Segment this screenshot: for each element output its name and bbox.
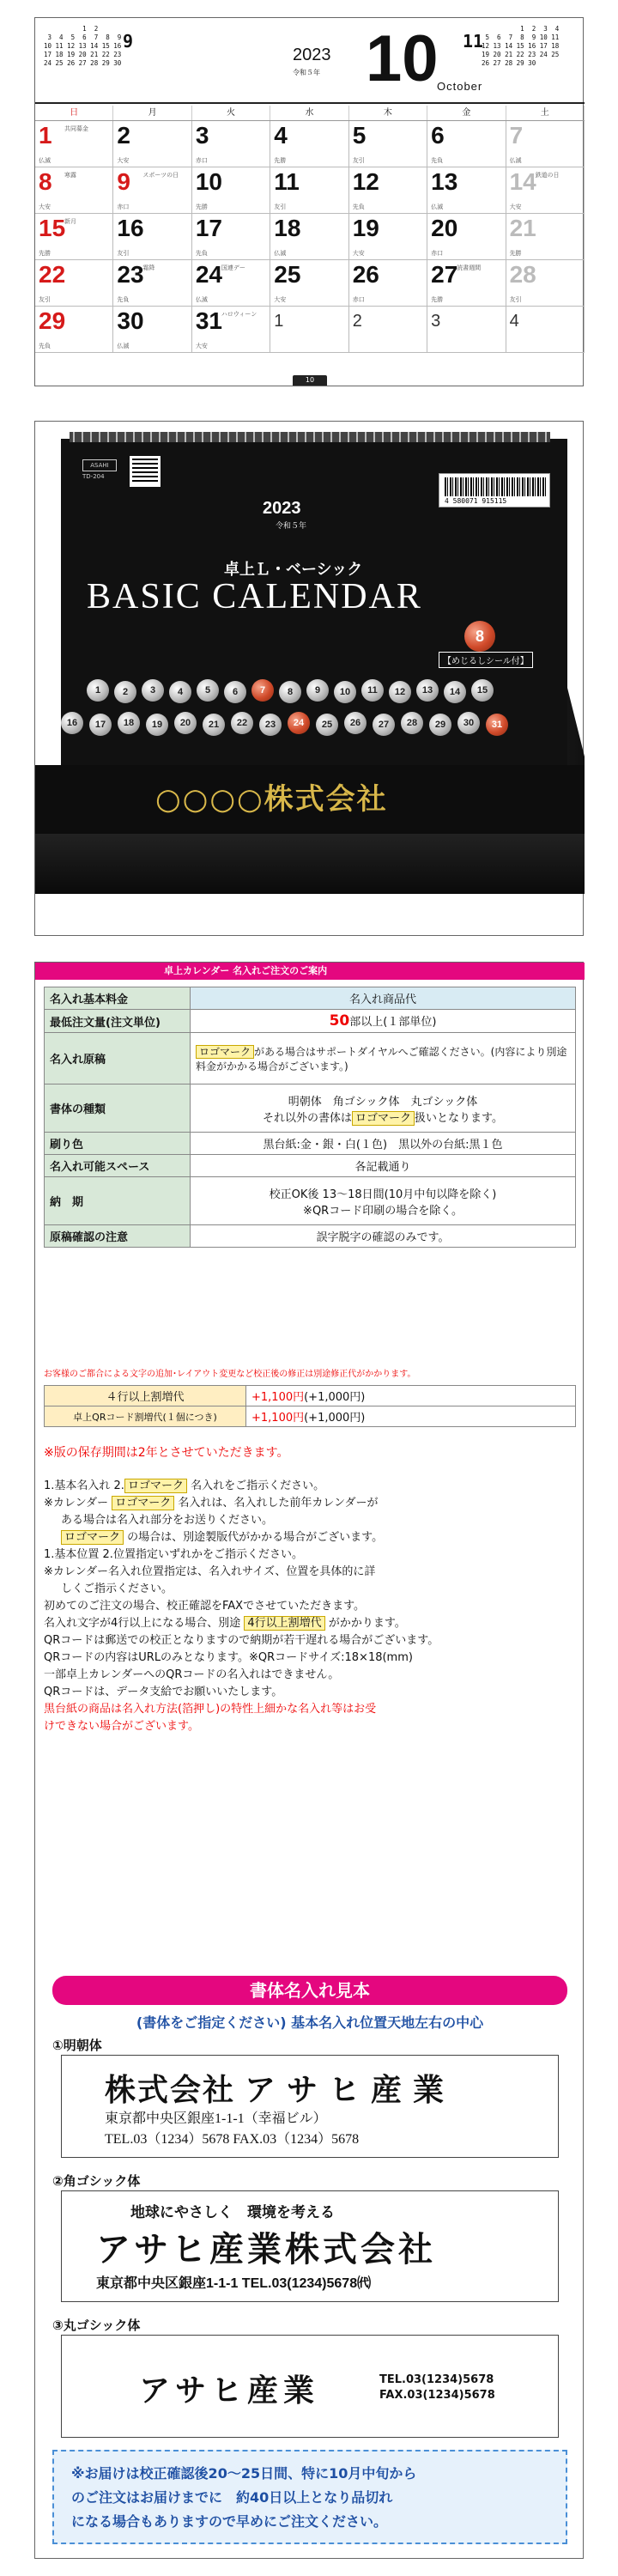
maru-sample — [61, 2335, 559, 2438]
maru-company: アサヒ産業 — [139, 2373, 320, 2409]
weekday-label: 月 — [113, 106, 191, 120]
spec-row — [45, 1133, 576, 1155]
mini-cal-row: 17 18 19 20 21 22 23 — [44, 51, 122, 58]
day-number: 23 — [117, 261, 144, 288]
mini-cal-row: 5 6 7 8 9 10 11 — [482, 33, 560, 41]
day-cell — [506, 260, 585, 307]
mini-cal-row: 3 4 5 6 7 8 9 — [44, 33, 122, 41]
note-line — [44, 1546, 576, 1564]
min-qty: 50 — [329, 1012, 350, 1030]
day-cell — [35, 121, 113, 167]
next-month-rows — [482, 25, 572, 68]
note-text-2: がかかります。 — [324, 1617, 406, 1630]
date-ball: 20 — [174, 712, 197, 734]
date-ball: 23 — [259, 714, 282, 736]
note-line — [44, 1598, 576, 1615]
date-ball: 3 — [142, 679, 164, 702]
calendar-era: 令和５年 — [293, 69, 320, 76]
barcode-icon — [445, 477, 546, 496]
day-number: 2 — [117, 122, 130, 149]
day-number: 18 — [274, 215, 301, 241]
date-ball: 9 — [306, 679, 329, 702]
date-ball: 28 — [401, 712, 423, 734]
kaku-tagline: 地球にやさしく 環境を考える — [130, 2204, 335, 2221]
spec-value: 名入れ商品代 — [191, 987, 576, 1010]
rokuyo-label: 大安 — [117, 157, 130, 164]
spec-row — [45, 1177, 576, 1225]
day-cell — [349, 121, 427, 167]
product-photo — [34, 421, 584, 936]
rokuyo-label: 友引 — [509, 296, 522, 303]
calendar-base — [35, 834, 585, 894]
fee-table — [44, 1385, 576, 1427]
note-line — [44, 1478, 576, 1495]
next-month-num: 11 — [463, 31, 484, 52]
mini-cal-row: 26 27 28 29 30 — [482, 59, 536, 67]
day-note: 霜降 — [142, 264, 155, 271]
day-cell — [35, 307, 113, 353]
logo-mark-tag: ロゴマーク — [352, 1111, 415, 1126]
weekday-label: 水 — [270, 106, 348, 120]
delivery-line: のご注文はお届けまでに 約40日以上となり品切れ — [71, 2489, 393, 2506]
day-cell — [192, 121, 270, 167]
rokuyo-label: 仏滅 — [117, 343, 130, 349]
maker-logo: ASAHI — [82, 459, 117, 471]
rokuyo-label: 仏滅 — [274, 250, 287, 257]
rokuyo-label: 先負 — [431, 157, 444, 164]
spec-label: 名入れ基本料金 — [45, 987, 191, 1010]
fee-row — [45, 1406, 576, 1427]
spec-value — [191, 1084, 576, 1133]
spec-label: 納 期 — [45, 1177, 191, 1225]
fee-value — [246, 1406, 576, 1427]
weekday-label: 木 — [349, 106, 427, 120]
spec-text-2 — [196, 1109, 570, 1125]
rokuyo-label: 仏滅 — [195, 296, 208, 303]
spec-label: 書体の種類 — [45, 1084, 191, 1133]
day-cell — [427, 260, 506, 307]
rokuyo-label: 仏滅 — [39, 157, 51, 164]
delivery-line: になる場合もありますので早めにご注文ください。 — [71, 2513, 388, 2530]
note-highlight: ロゴマーク — [124, 1479, 187, 1493]
spec-row — [45, 1155, 576, 1177]
day-number: 4 — [509, 312, 519, 331]
note-highlight: ロゴマーク — [112, 1496, 174, 1510]
note-highlight: ロゴマーク — [61, 1530, 124, 1545]
day-number: 10 — [195, 168, 222, 195]
note-highlight: 4行以上割増代 — [244, 1616, 324, 1631]
day-cell — [113, 260, 191, 307]
day-note: 鉄道の日 — [535, 172, 560, 179]
mincho-company: 株式会社 ア サ ヒ 産 業 — [105, 2073, 446, 2107]
rokuyo-label: 大安 — [39, 204, 51, 210]
fee-label: 卓上QRコード割増代(１個につき) — [45, 1406, 246, 1427]
date-ball: 15 — [471, 679, 494, 702]
fee-tax: (+1,000円) — [304, 1412, 366, 1425]
day-number: 15 — [39, 215, 66, 241]
weekday-label: 土 — [506, 106, 585, 120]
day-number: 3 — [195, 122, 209, 149]
day-number: 9 — [117, 168, 130, 195]
note-line — [44, 1581, 576, 1598]
rokuyo-label: 大安 — [352, 250, 365, 257]
spec-row — [45, 1033, 576, 1084]
rokuyo-label: 友引 — [352, 157, 365, 164]
spec-row — [45, 1010, 576, 1033]
calendar-page — [34, 17, 584, 386]
spec-label: 最低注文量(注文単位) — [45, 1010, 191, 1033]
day-number: 1 — [39, 122, 52, 149]
fee-row — [45, 1386, 576, 1406]
order-info-sheet — [34, 962, 584, 2559]
date-ball: 18 — [118, 712, 140, 734]
note-text: ある場合は名入れ部分をお送りください。 — [61, 1514, 274, 1527]
product-code: TD-204 — [82, 473, 105, 480]
weekday-header — [35, 106, 585, 121]
rokuyo-label: 赤口 — [117, 204, 130, 210]
day-cell — [427, 167, 506, 214]
prev-month-rows — [44, 25, 134, 68]
day-number: 2 — [352, 312, 362, 331]
day-number: 19 — [352, 215, 379, 241]
spec-value — [191, 1177, 576, 1225]
date-ball: 12 — [389, 681, 411, 703]
revision-note: お客様のご都合による文字の追加･レイアウト変更など校正後の修正は別途修正代がかかります。 — [44, 1370, 416, 1379]
rokuyo-label: 先負 — [352, 204, 365, 210]
date-ball: 10 — [334, 681, 356, 703]
note-text: けできない場合がございます。 — [44, 1720, 199, 1733]
day-number: 22 — [39, 261, 66, 288]
note-text: ※カレンダー名入れ位置指定は、名入れサイズ、位置を具体的に詳 — [44, 1565, 376, 1578]
rokuyo-label: 仏滅 — [509, 157, 522, 164]
delivery-line: ※お届けは校正確認後20～25日間、特に10月中旬から — [71, 2465, 417, 2482]
weekday-label: 火 — [192, 106, 270, 120]
date-ball: 19 — [146, 714, 168, 736]
day-note: ハロウィーン — [221, 311, 258, 318]
kaku-address: 東京都中央区銀座1-1-1 TEL.03(1234)5678㈹ — [96, 2276, 372, 2291]
date-ball: 2 — [114, 681, 136, 703]
note-line — [44, 1512, 576, 1529]
spec-text: 明朝体 角ゴシック体 丸ゴシック体 — [288, 1095, 478, 1109]
note-line — [44, 1495, 576, 1512]
mini-cal-row: 1 2 3 4 — [482, 25, 560, 33]
fee-tax: (+1,000円) — [304, 1391, 366, 1404]
note-line — [44, 1718, 576, 1735]
day-cell — [506, 307, 585, 353]
day-cell — [427, 214, 506, 260]
date-ball: 7 — [251, 679, 274, 702]
day-number: 4 — [274, 122, 288, 149]
day-number: 6 — [431, 122, 445, 149]
note-text: 黒台紙の商品は名入れ方法(箔押し)の特性上細かな名入れ等はお受 — [44, 1703, 377, 1716]
day-number: 5 — [352, 122, 367, 149]
note-text: しくご指示ください。 — [61, 1583, 173, 1595]
rokuyo-label: 大安 — [274, 296, 287, 303]
day-cell — [506, 121, 585, 167]
mincho-label: ①明朝体 — [52, 2038, 102, 2053]
logo-mark-tag: ロゴマーク — [196, 1045, 254, 1059]
note-text: QRコードは郵送での校正となりますので納期が若干遅れる場合がございます。 — [44, 1634, 439, 1647]
maru-tel: TEL.03(1234)5678 — [379, 2373, 494, 2386]
day-cell — [349, 307, 427, 353]
day-number: 26 — [352, 261, 379, 288]
day-number: 24 — [195, 261, 222, 288]
day-cell — [349, 260, 427, 307]
date-ball: 29 — [429, 714, 451, 736]
day-number: 11 — [274, 168, 300, 195]
day-number: 21 — [509, 215, 536, 241]
date-ball: 24 — [288, 712, 310, 734]
spec-table — [44, 987, 576, 1248]
rokuyo-label: 仏滅 — [431, 204, 444, 210]
rokuyo-label: 大安 — [509, 204, 522, 210]
day-note: 寒露 — [64, 172, 76, 179]
day-cell — [270, 307, 348, 353]
kaku-sample — [61, 2190, 559, 2302]
rokuyo-label: 赤口 — [195, 157, 208, 164]
day-number: 7 — [509, 122, 524, 149]
fee-price: +1,100円 — [251, 1412, 305, 1425]
day-cell — [192, 260, 270, 307]
date-ball: 16 — [61, 712, 83, 734]
day-note: 新月 — [64, 218, 76, 225]
mincho-sample — [61, 2055, 559, 2158]
day-cell — [192, 167, 270, 214]
date-ball: 11 — [361, 679, 384, 702]
mincho-phone: TEL.03（1234）5678 FAX.03（1234）5678 — [105, 2132, 360, 2147]
note-line — [44, 1632, 576, 1649]
day-grid — [35, 121, 585, 353]
note-text: 1.基本名入れ 2. — [44, 1479, 124, 1492]
spec-row — [45, 1225, 576, 1248]
next-month-mini — [463, 25, 572, 68]
day-number: 29 — [39, 307, 66, 334]
day-number: 12 — [352, 168, 379, 195]
note-line — [44, 1684, 576, 1701]
note-line — [44, 1649, 576, 1667]
rokuyo-label: 先負 — [195, 250, 208, 257]
note-line — [44, 1615, 576, 1632]
day-cell — [35, 214, 113, 260]
day-number: 1 — [274, 312, 284, 331]
day-cell — [113, 307, 191, 353]
month-number: 10 — [366, 22, 439, 95]
spiral-binding — [70, 432, 550, 442]
mini-cal-row: 24 25 26 27 28 29 30 — [44, 59, 122, 67]
sticker-label: 【めじるしシール付】 — [439, 652, 533, 668]
cover-title: BASIC CALENDAR — [87, 577, 422, 617]
rokuyo-label: 先負 — [117, 296, 130, 303]
delivery-note — [52, 2450, 567, 2544]
mini-cal-row: 19 20 21 22 23 24 25 — [482, 51, 560, 58]
spec-text-a: それ以外の書体は — [263, 1111, 353, 1125]
rokuyo-label: 友引 — [39, 296, 51, 303]
spec-value: 黒台紙:金・銀・白(１色) 黒以外の台紙:黒１色 — [191, 1133, 576, 1155]
day-cell — [270, 121, 348, 167]
day-number: 13 — [431, 168, 458, 195]
maru-fax: FAX.03(1234)5678 — [379, 2389, 495, 2402]
rokuyo-label: 先勝 — [431, 296, 444, 303]
rokuyo-label: 赤口 — [352, 296, 365, 303]
date-ball: 22 — [231, 712, 253, 734]
date-ball: 30 — [457, 712, 480, 734]
month-name-en: October — [437, 80, 483, 93]
font-sample-subtitle: (書体をご指定ください) 基本名入れ位置天地左右の中心 — [136, 2014, 484, 2031]
day-cell — [113, 121, 191, 167]
cover-year: 2023 — [263, 499, 301, 518]
spec-label: 原稿確認の注意 — [45, 1225, 191, 1248]
day-note: 読書週間 — [457, 264, 482, 271]
note-text-2: の場合は、別途製版代がかかる場合がございます。 — [124, 1531, 384, 1544]
day-cell — [427, 121, 506, 167]
note-text: 初めてのご注文の場合、校正確認をFAXでさせていただきます。 — [44, 1600, 366, 1613]
note-text: QRコードは、データ支給でお願いいたします。 — [44, 1686, 283, 1698]
day-number: 27 — [431, 261, 458, 288]
day-cell — [35, 167, 113, 214]
note-text-2: 名入れは、名入れした前年カレンダーが — [174, 1497, 379, 1510]
maru-label: ③丸ゴシック体 — [52, 2318, 141, 2333]
day-cell — [506, 167, 585, 214]
note-text: ※カレンダー — [44, 1497, 112, 1510]
note-text-2: 名入れをご指示ください。 — [186, 1479, 325, 1492]
day-number: 17 — [195, 215, 222, 241]
prev-month-num: 9 — [123, 31, 134, 52]
day-cell — [270, 214, 348, 260]
fee-label: ４行以上割増代 — [45, 1386, 246, 1406]
rokuyo-label: 先勝 — [509, 250, 522, 257]
date-ball: 14 — [444, 681, 466, 703]
day-number: 28 — [509, 261, 536, 288]
note-line — [44, 1564, 576, 1581]
day-number: 25 — [274, 261, 301, 288]
day-note: スポーツの日 — [142, 172, 179, 179]
date-ball: 8 — [279, 681, 301, 703]
rokuyo-label: 赤口 — [431, 250, 444, 257]
prev-month-mini — [44, 25, 134, 68]
day-cell — [270, 260, 348, 307]
date-ball: 17 — [89, 714, 112, 736]
day-number: 31 — [195, 307, 222, 334]
plate-storage-note: ※版の保存期間は2年とさせていただきます。 — [44, 1446, 289, 1460]
spec-label: 名入れ原稿 — [45, 1033, 191, 1084]
calendar-year: 2023 — [293, 46, 331, 64]
spec-value — [191, 1010, 576, 1033]
day-cell — [113, 214, 191, 260]
font-sample-banner: 書体名入れ見本 — [52, 1976, 567, 2005]
spec-label: 名入れ可能スペース — [45, 1155, 191, 1177]
day-note: 共同募金 — [64, 125, 88, 132]
day-number: 30 — [117, 307, 144, 334]
note-line — [44, 1701, 576, 1718]
kaku-label: ②角ゴシック体 — [52, 2173, 141, 2189]
barcode-number: 4 580071 915115 — [445, 497, 507, 505]
spec-text-b: 扱いとなります。 — [415, 1111, 503, 1125]
barcode-label — [439, 473, 550, 507]
spec-text-2: ※QRコード印刷の場合を除く。 — [303, 1204, 463, 1218]
date-ball: 21 — [203, 714, 225, 736]
mincho-address: 東京都中央区銀座1-1-1（幸福ビル） — [105, 2111, 327, 2126]
kaku-company: アサヒ産業株式会社 — [96, 2231, 436, 2269]
weekday-label: 金 — [427, 106, 506, 120]
day-number: 20 — [431, 215, 458, 241]
note-line — [44, 1667, 576, 1684]
cover-era: 令和５年 — [276, 522, 307, 531]
spec-value: 誤字脱字の確認のみです。 — [191, 1225, 576, 1248]
rokuyo-label: 友引 — [117, 250, 130, 257]
note-text: QRコードの内容はURLのみとなります。※QRコードサイズ:18×18(mm) — [44, 1651, 413, 1664]
calendar-header — [35, 18, 585, 104]
mini-cal-row: 1 2 — [44, 25, 99, 33]
rokuyo-label: 友引 — [274, 204, 287, 210]
order-notes — [44, 1478, 576, 1735]
mini-cal-row: 12 13 14 15 16 17 18 — [482, 42, 560, 50]
page-number-tab: 10 — [293, 375, 327, 386]
date-ball: 31 — [486, 714, 508, 736]
company-imprint: ○○○○株式会社 — [155, 782, 388, 817]
day-cell — [192, 214, 270, 260]
day-cell — [506, 214, 585, 260]
sticker-ball: 8 — [464, 621, 495, 652]
day-cell — [349, 214, 427, 260]
date-ball: 1 — [87, 679, 109, 702]
date-ball: 27 — [373, 714, 395, 736]
cover-subtitle: 卓上Ｌ・ベーシック — [224, 561, 363, 579]
day-number: 14 — [509, 168, 536, 195]
rokuyo-label: 先勝 — [274, 157, 287, 164]
fee-value — [246, 1386, 576, 1406]
note-text: 1.基本位置 2.位置指定いずれかをご指示ください。 — [44, 1548, 303, 1561]
mini-cal-row: 10 11 12 13 14 15 16 — [44, 42, 122, 50]
fee-price: +1,100円 — [251, 1391, 305, 1404]
rokuyo-label: 先勝 — [195, 204, 208, 210]
spec-text: 校正OK後 13～18日間(10月中旬以降を除く) — [269, 1188, 497, 1201]
day-cell — [270, 167, 348, 214]
note-text: 名入れ文字が4行以上になる場合、別途 — [44, 1617, 245, 1630]
spec-value — [191, 1033, 576, 1084]
rokuyo-label: 大安 — [195, 343, 208, 349]
day-cell — [35, 260, 113, 307]
date-ball: 5 — [197, 679, 219, 702]
spec-value: 各記載通り — [191, 1155, 576, 1177]
day-number: 16 — [117, 215, 144, 241]
day-cell — [113, 167, 191, 214]
note-text: 一部卓上カレンダーへのQRコードの名入れはできません。 — [44, 1668, 340, 1681]
spec-row — [45, 987, 576, 1010]
date-ball: 13 — [416, 679, 439, 702]
rokuyo-label: 先勝 — [39, 250, 51, 257]
day-number: 8 — [39, 168, 52, 195]
date-ball: 4 — [169, 681, 191, 703]
date-ball: 26 — [344, 712, 367, 734]
qr-code-icon — [130, 456, 161, 487]
spec-label: 刷り色 — [45, 1133, 191, 1155]
weekday-label: 日 — [35, 106, 113, 120]
day-cell — [349, 167, 427, 214]
date-ball: 25 — [316, 714, 338, 736]
day-note: 国連デー — [221, 264, 245, 271]
spec-row — [45, 1084, 576, 1133]
date-ball: 6 — [224, 681, 246, 703]
day-cell — [427, 307, 506, 353]
note-line — [44, 1529, 576, 1546]
info-banner: 卓上カレンダー 名入れご注文のご案内 — [35, 963, 585, 980]
spec-text: がある場合はサポートダイヤルへご確認ください。(内容により別途料金がかかる場合がございます。) — [196, 1045, 567, 1072]
rokuyo-label: 先負 — [39, 343, 51, 349]
day-cell — [192, 307, 270, 353]
min-qty-unit: 部以上(１部単位) — [349, 1016, 437, 1029]
day-number: 3 — [431, 312, 441, 331]
